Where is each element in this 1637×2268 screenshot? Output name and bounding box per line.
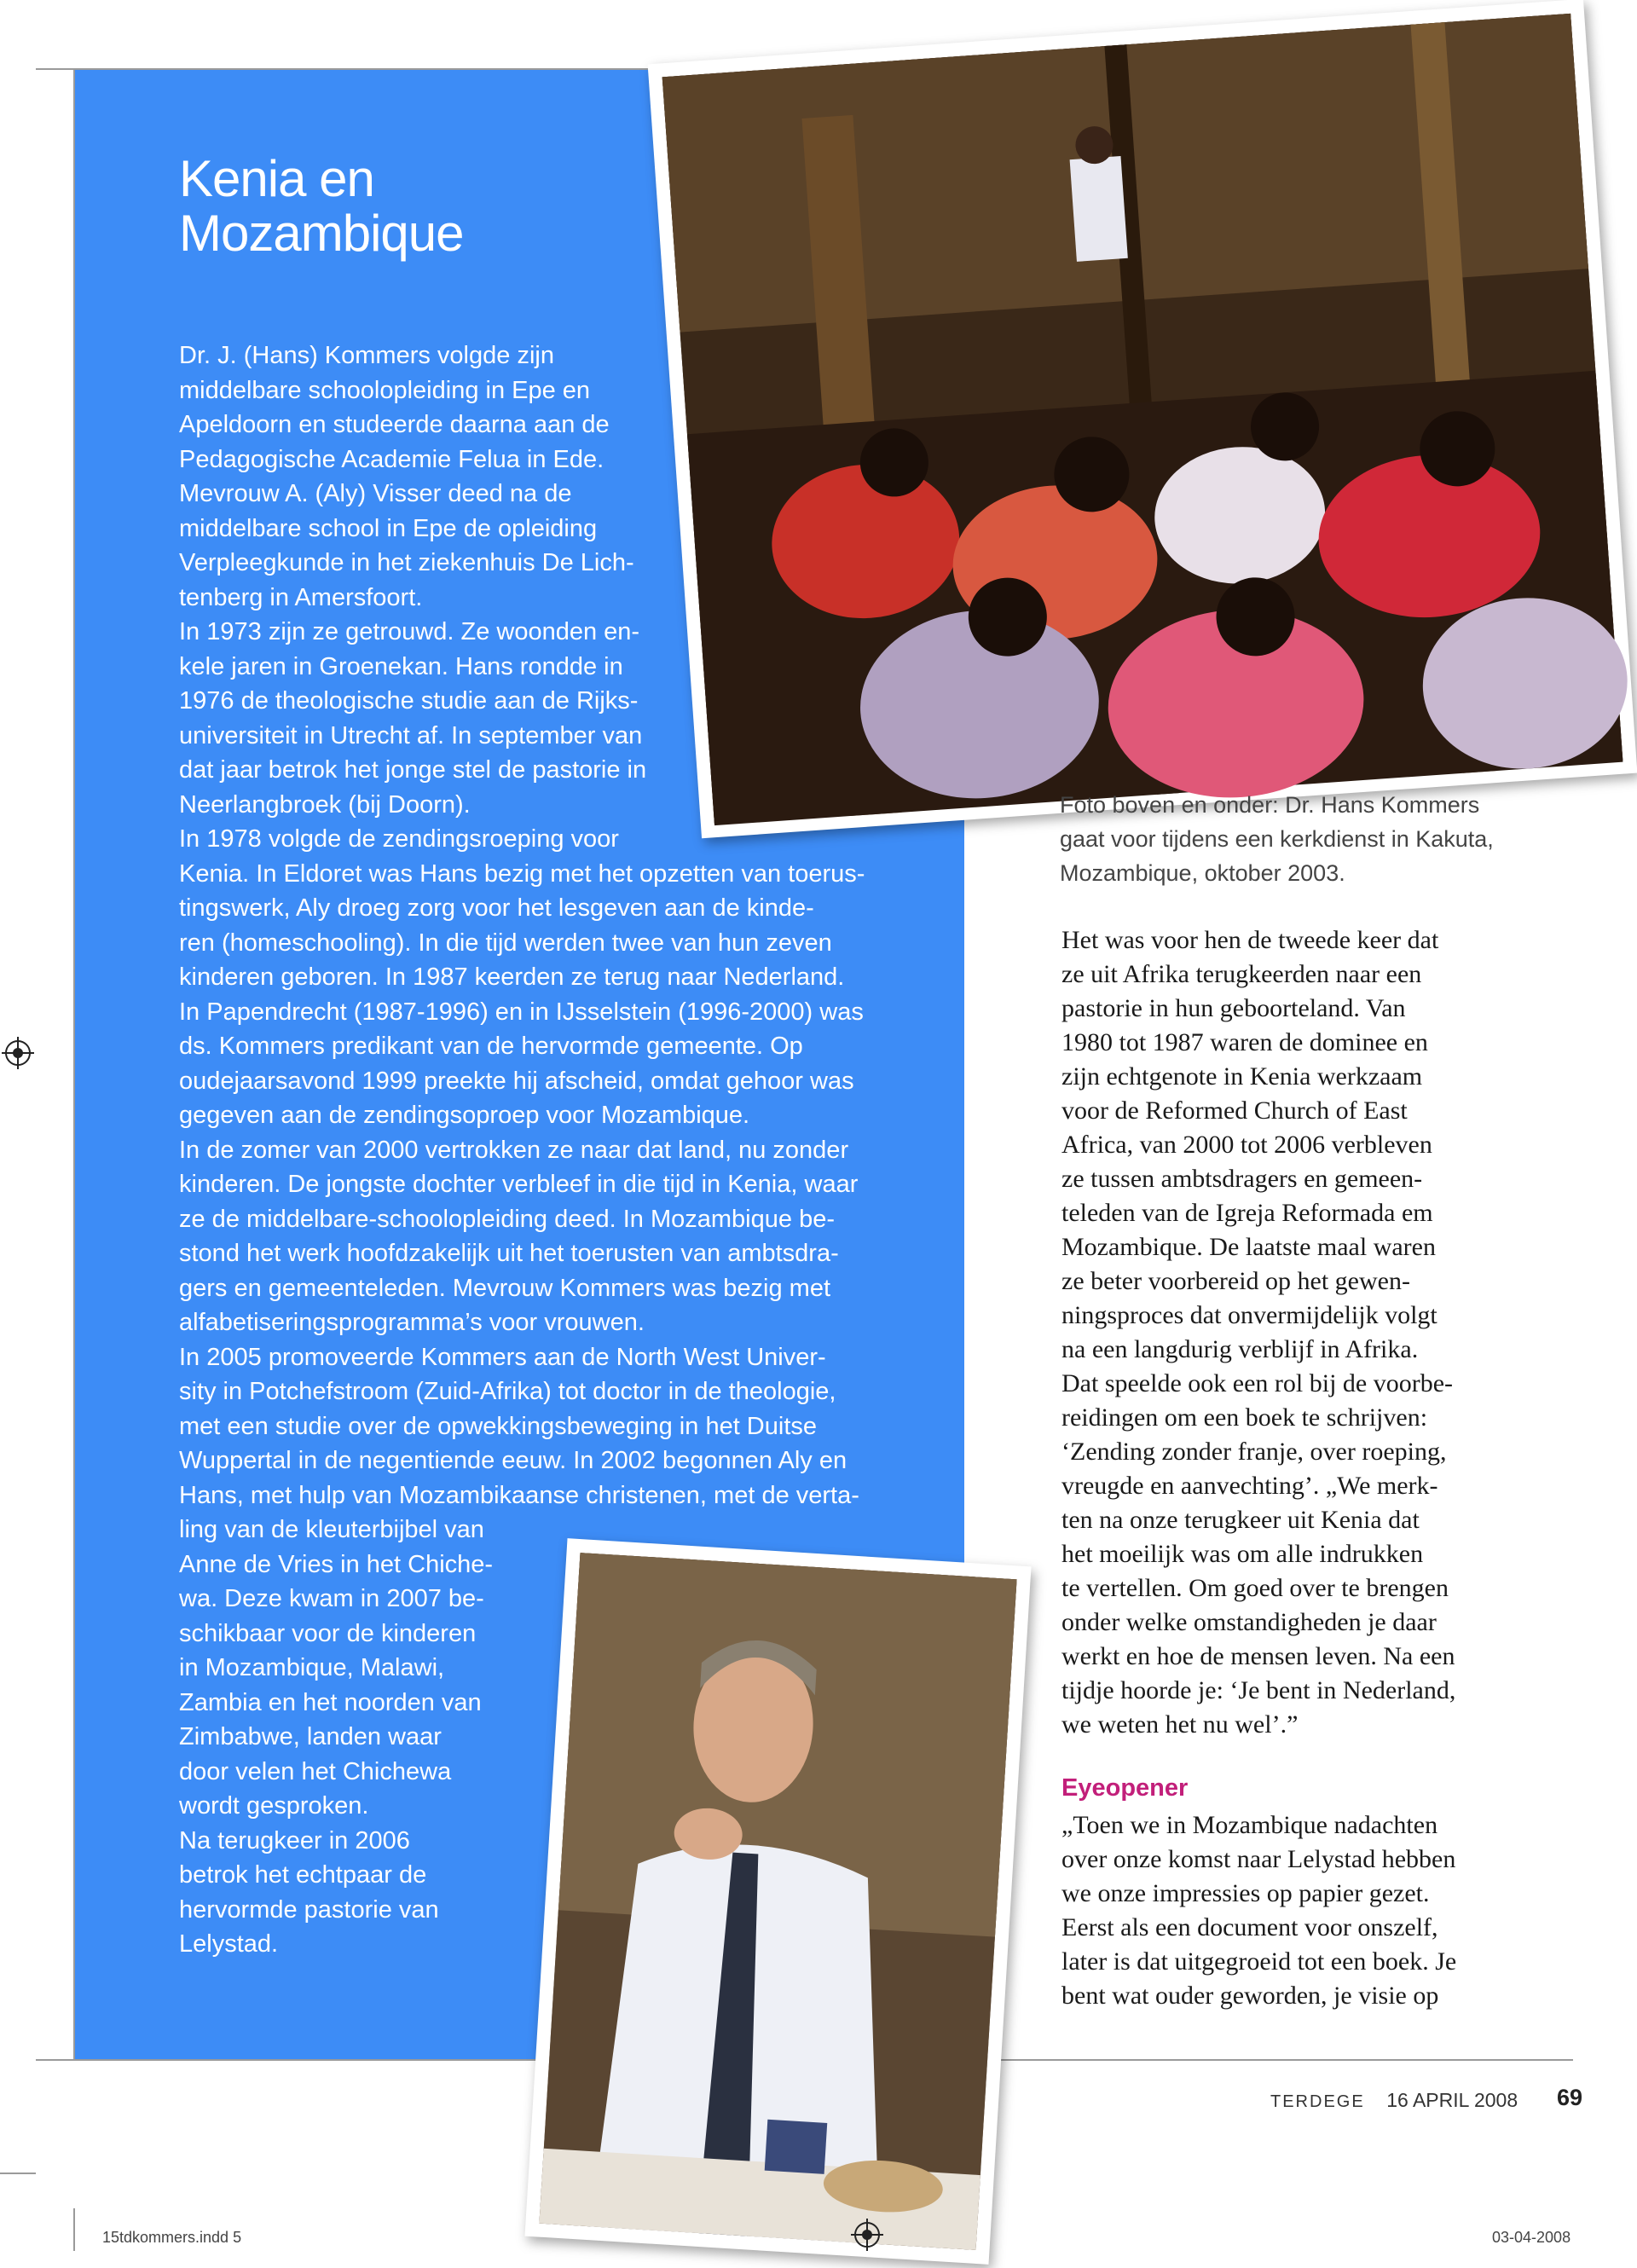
page-footer [1270,2089,1518,2112]
bio-line: 1976 de theologische studie aan de Rijks- [179,687,639,715]
footer-publication: TERDEGE [1270,2092,1365,2111]
bio-line: sity in Potchefstroom (Zuid-Afrika) tot doctor in de theologie, [179,1378,836,1405]
bleed-mark-bottom [73,2208,75,2251]
preacher-portrait-image [539,1553,1016,2250]
bio-line: Mevrouw A. (Aly) Visser deed na de [179,480,572,507]
bio-line: ling van de kleuterbijbel van [179,1516,484,1543]
article-line: te vertellen. Om goed over te brengen [1061,1574,1449,1602]
bio-line: Dr. J. (Hans) Kommers volgde zijn [179,342,554,369]
bio-line: tingswerk, Aly droeg zorg voor het lesgeven aan de kinde- [179,894,814,922]
bio-line: betrok het echtpaar de [179,1861,427,1889]
bio-line: middelbare schoolopleiding in Epe en [179,376,591,404]
article-line: ningsproces dat onvermijdelijk volgt [1061,1301,1437,1329]
article-line: reidingen om een boek te schrijven: [1061,1403,1428,1432]
bio-line: met een studie over de opwekkingsbeweging in het Duitse [179,1412,818,1440]
article-line: we weten het nu wel’.” [1061,1710,1299,1739]
article-line: later is dat uitgegroeid tot een boek. Je [1061,1947,1457,1976]
article-subhead: Eyeopener [1061,1774,1189,1802]
article-line: pastorie in hun geboorteland. Van [1061,994,1406,1022]
article-line: bent wat ouder geworden, je visie op [1061,1982,1439,2010]
caption-line: Foto boven en onder: Dr. Hans Kommers [1060,792,1480,818]
bio-line: schikbaar voor de kinderen [179,1619,477,1647]
article-line: ze beter voorbereid op het gewen- [1061,1267,1410,1295]
article-line: over onze komst naar Lelystad hebben [1061,1845,1456,1873]
article-line: tijdje hoorde je: ‘Je bent in Nederland, [1061,1676,1456,1704]
article-line: ze uit Afrika terugkeerden naar een [1061,960,1422,988]
bleed-mark-left [0,2173,36,2174]
bio-line: In 2005 promoveerde Kommers aan de North West Univer- [179,1343,826,1371]
article-line: Mozambique. De laatste maal waren [1061,1233,1436,1261]
bio-line: ze de middelbare-schoolopleiding deed. In Mozambique be- [179,1205,835,1233]
church-service-illustration [662,14,1623,824]
bio-line: In 1978 volgde de zendingsroeping voor [179,825,619,853]
article-line: het moeilijk was om alle indrukken [1061,1540,1424,1568]
bio-line: Kenia. In Eldoret was Hans bezig met het opzetten van toerus- [179,859,865,888]
bio-line: Lelystad. [179,1930,279,1958]
preacher-illustration [539,1553,1016,2250]
article-body [1061,923,1539,1742]
article-line: ze tussen ambtsdragers en gemeen- [1061,1165,1423,1193]
bio-line: oudejaarsavond 1999 preekte hij afscheid, omdat gehoor was [179,1067,854,1095]
bio-line: In Papendrecht (1987-1996) en in IJsselstein (1996-2000) was [179,998,864,1026]
bio-line: Hans, met hulp van Mozambikaanse christenen, met de verta- [179,1481,859,1509]
bio-line: Verpleegkunde in het ziekenhuis De Lich- [179,549,634,576]
photo-caption [1060,788,1537,890]
sidebar-title-line2: Mozambique [179,205,464,262]
bio-line: Na terugkeer in 2006 [179,1826,410,1854]
church-service-photo [648,0,1637,838]
caption-line: Mozambique, oktober 2003. [1060,860,1345,886]
bio-line: gers en gemeenteleden. Mevrouw Kommers was bezig met [179,1274,831,1302]
footer-date: 16 APRIL 2008 [1386,2089,1518,2111]
preacher-portrait-photo [524,1538,1031,2265]
page-number: 69 [1557,2085,1583,2110]
article-line: Eerst als een document voor onszelf, [1061,1913,1438,1941]
article-line: vreugde en aanvechting’. „We merk- [1061,1472,1438,1500]
bio-line: Neerlangbroek (bij Doorn). [179,790,471,819]
bio-line: door velen het Chichewa [179,1757,452,1785]
article-line: werkt en hoe de mensen leven. Na een [1061,1642,1455,1670]
article-line: na een langdurig verblijf in Afrika. [1061,1335,1419,1363]
bio-line: Apeldoorn en studeerde daarna aan de [179,411,610,438]
article-line: Het was voor hen de tweede keer dat [1061,926,1439,954]
bio-line: Anne de Vries in het Chiche- [179,1550,494,1578]
bio-line: middelbare school in Epe de opleiding [179,514,598,542]
bio-line: In de zomer van 2000 vertrokken ze naar dat land, nu zonder [179,1136,849,1164]
article-line: teleden van de Igreja Reformada em [1061,1199,1433,1227]
bio-line: in Mozambique, Malawi, [179,1654,445,1681]
bio-line: hervormde pastorie van [179,1895,439,1924]
church-service-image [662,14,1623,824]
bio-line: Zambia en het noorden van [179,1688,482,1716]
bio-line: In 1973 zijn ze getrouwd. Ze woonden en- [179,618,640,645]
article-body-continued [1061,1808,1539,2013]
registration-mark-left [5,1040,31,1066]
article-line: 1980 tot 1987 waren de dominee en [1061,1028,1428,1056]
bio-line: universiteit in Utrecht af. In september van [179,721,643,749]
bio-line: kinderen. De jongste dochter verbleef in die tijd in Kenia, waar [179,1171,859,1198]
bio-line: kele jaren in Groenekan. Hans rondde in [179,652,623,680]
article-line: Africa, van 2000 tot 2006 verbleven [1061,1131,1432,1159]
bio-line: wa. Deze kwam in 2007 be- [179,1585,484,1612]
bio-line: dat jaar betrok het jonge stel de pastorie in [179,756,647,784]
sidebar-title [179,152,464,261]
caption-line: gaat voor tijdens een kerkdienst in Kakuta, [1060,826,1494,852]
slug-date: 03-04-2008 [1492,2229,1571,2246]
article-line: ten na onze terugkeer uit Kenia dat [1061,1506,1420,1534]
bio-line: ds. Kommers predikant van de hervormde gemeente. Op [179,1033,803,1060]
article-line: voor de Reformed Church of East [1061,1096,1408,1125]
bio-line: kinderen geboren. In 1987 keerden ze terug naar Nederland. [179,963,845,991]
article-line: „Toen we in Mozambique nadachten [1061,1811,1438,1839]
bio-line: ren (homeschooling). In die tijd werden twee van hun zeven [179,929,832,957]
bio-line: stond het werk hoofdzakelijk uit het toerusten van ambtsdra- [179,1240,839,1267]
bio-line: gegeven aan de zendingsoproep voor Mozambique. [179,1102,750,1129]
bio-line: tenberg in Amersfoort. [179,583,423,611]
article-line: ‘Zending zonder franje, over roeping, [1061,1438,1447,1466]
bio-line: wordt gesproken. [179,1792,369,1820]
bio-line: Wuppertal in de negentiende eeuw. In 2002 begonnen Aly en [179,1447,847,1474]
article-line: zijn echtgenote in Kenia werkzaam [1061,1062,1423,1091]
registration-mark-bottom [854,2222,880,2248]
slug-filename: 15tdkommers.indd 5 [102,2229,242,2246]
bio-line: Zimbabwe, landen waar [179,1723,442,1750]
bio-line: Pedagogische Academie Felua in Ede. [179,445,604,473]
bio-line: alfabetiseringsprogramma’s voor vrouwen. [179,1309,645,1336]
article-line: onder welke omstandigheden je daar [1061,1608,1437,1636]
sidebar-title-line1: Kenia en [179,150,374,207]
article-line: we onze impressies op papier gezet. [1061,1879,1430,1907]
article-line: Dat speelde ook een rol bij de voorbe- [1061,1369,1454,1397]
